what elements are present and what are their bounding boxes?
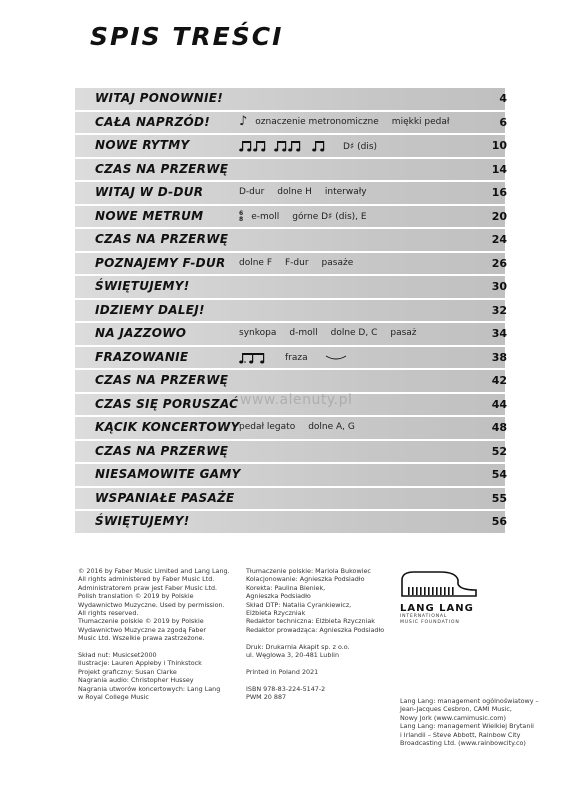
toc-page-number: 54: [491, 468, 507, 481]
toc-page-number: 16: [491, 186, 507, 199]
toc-title: WITAJ PONOWNIE!: [95, 91, 224, 105]
credits-line: Polish translation © 2019 by Polskie: [78, 592, 194, 601]
credits-line: Tłumaczenie polskie: Mariola Bukowiec: [246, 567, 371, 575]
toc-page-number: 26: [491, 256, 507, 270]
toc-topic: D♯ (dis): [343, 141, 378, 152]
toc-page-number: 30: [491, 280, 507, 293]
credits-line: w Royal College Music: [78, 693, 149, 702]
logo-name: LANG LANG: [400, 603, 474, 614]
credits-spacer: [246, 634, 384, 642]
toc-topics: [239, 352, 347, 365]
credits-spacer: [246, 676, 384, 684]
toc-topics: [239, 328, 430, 338]
toc-topic: miękki pedał: [391, 116, 450, 127]
credits-line: Agnieszka Podsiadło: [246, 592, 311, 601]
toc-title: KĄCIK KONCERTOWY: [95, 420, 240, 434]
credits-line: All rights administered by Faber Music Ltd.: [78, 575, 215, 584]
toc-title: NA JAZZOWO: [95, 326, 187, 340]
toc-title: CZAS NA PRZERWĘ: [95, 232, 229, 246]
toc-row[interactable]: [75, 276, 505, 300]
toc-topics: [239, 140, 390, 153]
toc-title: ŚWIĘTUJEMY!: [95, 514, 190, 528]
logo-subtitle-1: INTERNATIONAL: [400, 614, 448, 619]
toc-topic: e-moll: [251, 211, 280, 222]
toc-topics: [239, 258, 366, 268]
credits-spacer: [78, 643, 230, 651]
toc-topic: górne D♯ (dis), E: [292, 211, 367, 222]
toc-topic: dolne H: [277, 187, 312, 197]
toc-title: CZAS SIĘ PORUSZAĆ: [95, 396, 239, 411]
credits-line: Skład nut: Musicset2000: [78, 651, 157, 660]
toc-title: CAŁA NAPRZÓD!: [95, 114, 211, 129]
credits-line: Redaktor techniczna: Elżbieta Rzycznia​k: [246, 617, 375, 626]
credits-line: Tłumaczenie polskie © 2019 by Polskie: [78, 617, 204, 626]
toc-topics: [239, 113, 462, 129]
dotted-rhythm-icon: [239, 352, 269, 365]
toc-row[interactable]: [75, 370, 505, 394]
piano-keys-icon: [400, 570, 480, 598]
toc-topics: [239, 187, 380, 197]
credits-line: Wydawnictwo Muzyczne. Used by permission.: [78, 600, 225, 609]
toc-row[interactable]: [75, 323, 505, 347]
credits-line: Kolacjonowanie: Agnieszka Podsiadło: [246, 575, 365, 584]
toc-topic: pedał legato: [239, 422, 296, 432]
toc-row[interactable]: [75, 182, 505, 206]
credits-line: Nowy Jork (www.camimusic.com): [400, 713, 507, 722]
credits-line: Projekt graficzny: Susan Clarke: [78, 667, 177, 676]
credits-line: Jean-Jacques Cesbron, CAMI Music,: [400, 705, 512, 714]
credits-line: Skład DTP: Natalia Cyrankiewicz,: [246, 600, 352, 609]
toc-title: WITAJ W D-DUR: [95, 185, 204, 199]
toc-title: NOWE RYTMY: [95, 138, 190, 152]
toc-title: ŚWIĘTUJEMY!: [95, 279, 190, 293]
toc-row[interactable]: [75, 300, 505, 324]
toc-row[interactable]: [75, 347, 505, 371]
toc-title: IDZIEMY DALEJ!: [95, 302, 205, 317]
toc-page-number: 6: [499, 115, 507, 129]
credits-column-2: [246, 567, 384, 701]
phrase-slur-icon: [325, 354, 347, 362]
toc-row[interactable]: [75, 135, 505, 159]
credits-line: Lang Lang: management Wielkiej Brytanii: [400, 722, 534, 731]
toc-row[interactable]: [75, 88, 505, 112]
credits-line: Ilustracje: Lauren Appleby i Thinkstock: [78, 659, 202, 668]
toc-page-number: 24: [491, 233, 507, 246]
toc-topics: [239, 422, 368, 432]
credits-spacer: [246, 659, 384, 667]
toc-page-number: 38: [491, 350, 507, 364]
time-signature-digit: 6: [239, 209, 244, 217]
toc-page-number: 52: [491, 444, 507, 458]
toc-row[interactable]: [75, 206, 505, 230]
time-signature-digit: 8: [239, 215, 244, 223]
credits-line: Korekta: Paulina Bieniek,: [246, 583, 326, 592]
time-signature-icon: [239, 211, 243, 223]
toc-topic: d-moll: [289, 328, 318, 338]
lang-lang-foundation-logo: [400, 570, 480, 626]
toc-title: CZAS NA PRZERWĘ: [95, 443, 229, 458]
toc-topic: dolne D, C: [330, 328, 378, 338]
credits-line: Administratorem praw jest Faber Music Ltd.: [78, 583, 218, 592]
toc-page-number: 44: [491, 397, 507, 411]
toc-topic: synkopa: [239, 328, 277, 338]
toc-topic: pasaże: [321, 257, 354, 268]
toc-row[interactable]: [75, 488, 505, 512]
credits-line: Printed in Poland 2021: [246, 667, 319, 676]
credits-line: Wydawnictwo Muzyczne za zgodą Faber: [78, 625, 207, 634]
credits-line: Druk: Drukarnia Akapit sp. z o.o.: [246, 642, 350, 651]
credits-line: Broadcasting Ltd. (www.rainbowcity.co): [400, 739, 526, 748]
toc-row[interactable]: [75, 253, 505, 277]
credits-line: Lang Lang: management ogólnoświatowy –: [400, 697, 539, 705]
page-title: SPIS TREŚCI: [90, 22, 284, 51]
credits-line: Redaktor prowadząca: Agnieszka Podsiadło: [246, 625, 385, 634]
toc-page-number: 48: [491, 421, 507, 434]
toc-row[interactable]: [75, 229, 505, 253]
toc-row[interactable]: [75, 511, 505, 535]
credits-line: ISBN 978-83-224-5147-2: [246, 684, 326, 693]
toc-page-number: 56: [491, 515, 507, 528]
table-of-contents: [75, 88, 505, 535]
credits-line: Nagrania audio: Christopher Hussey: [78, 676, 194, 685]
credits-column-3: [400, 697, 539, 747]
toc-page-number: 14: [491, 162, 507, 176]
watermark: www.alenuty.pl: [240, 392, 353, 408]
credits-line: Music Ltd. Wszelkie prawa zastrzeżone.: [78, 634, 205, 643]
credits-line: ul. Węglowa 3, 20-481 Lublin: [246, 651, 340, 660]
toc-topic: D-dur: [239, 187, 265, 197]
toc-title: POZNAJEMY F-DUR: [95, 255, 226, 270]
credits-line: All rights reserved.: [78, 609, 139, 618]
toc-title: FRAZOWANIE: [95, 349, 189, 364]
toc-topic: pasaż: [390, 328, 417, 338]
toc-title: NOWE METRUM: [95, 208, 204, 223]
credits-column-1: [78, 567, 230, 701]
logo-subtitle-2: MUSIC FOUNDATION: [400, 620, 460, 625]
toc-title: CZAS NA PRZERWĘ: [95, 161, 229, 176]
toc-row[interactable]: [75, 464, 505, 488]
toc-topic: oznaczenie metronomiczne: [255, 116, 379, 127]
toc-page-number: 20: [491, 209, 507, 223]
toc-row[interactable]: [75, 112, 505, 136]
toc-topic: F-dur: [285, 257, 309, 268]
toc-page-number: 55: [491, 491, 507, 505]
eighth-note-icon: ♪: [239, 113, 248, 129]
credits-line: © 2016 by Faber Music Limited and Lang Lang.: [78, 567, 230, 575]
toc-topic: interwały: [324, 187, 367, 197]
toc-page-number: 42: [491, 374, 507, 387]
credits-line: i Irlandii – Steve Abbott, Rainbow City: [400, 730, 521, 739]
toc-row[interactable]: [75, 417, 505, 441]
toc-page-number: 10: [491, 139, 507, 152]
credits-line: Elżbieta Rzycznia​k: [246, 609, 306, 618]
toc-topic: fraza: [285, 353, 308, 363]
credits-line: PWM 20 887: [246, 693, 287, 702]
toc-page-number: 32: [491, 303, 507, 317]
toc-topic: dolne F: [239, 257, 272, 268]
credits-line: Nagrania utworów koncertowych: Lang Lang: [78, 684, 221, 693]
toc-page-number: 34: [491, 327, 507, 340]
toc-topic: dolne A, G: [308, 422, 355, 432]
toc-title: CZAS NA PRZERWĘ: [95, 373, 229, 387]
toc-row[interactable]: [75, 441, 505, 465]
toc-topics: [239, 211, 380, 223]
toc-title: NIESAMOWITE GAMY: [95, 467, 241, 481]
rhythm-notes-icon: [239, 140, 337, 153]
toc-row[interactable]: [75, 159, 505, 183]
toc-page-number: 4: [499, 92, 507, 105]
toc-title: WSPANIAŁE PASAŻE: [95, 490, 235, 505]
